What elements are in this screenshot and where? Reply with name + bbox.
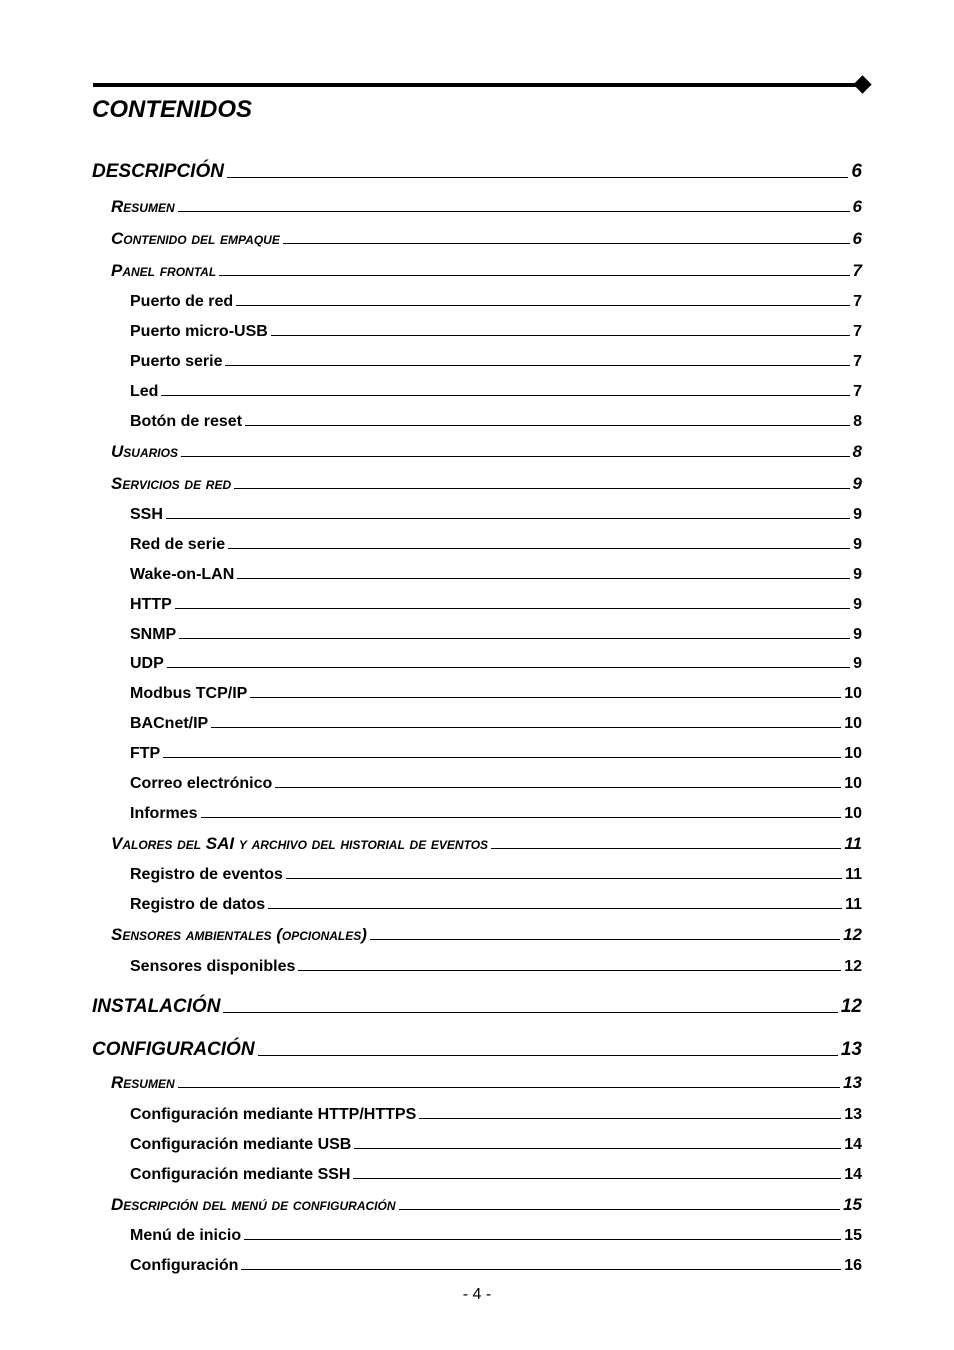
toc-entry[interactable] xyxy=(130,679,862,703)
toc-entry[interactable] xyxy=(92,994,862,1018)
toc-leader-line xyxy=(225,365,850,366)
toc-entry-page: 9 xyxy=(853,566,862,583)
toc-leader-line xyxy=(241,1269,841,1270)
toc-entry[interactable] xyxy=(111,225,862,249)
toc-leader-line xyxy=(167,667,850,668)
toc-leader-line xyxy=(179,638,850,639)
toc-leader-line xyxy=(161,395,850,396)
toc-leader-line xyxy=(268,908,842,909)
toc-entry[interactable] xyxy=(130,1100,862,1124)
toc-entry-label: HTTP xyxy=(130,596,172,613)
toc-entry-page: 15 xyxy=(843,1195,862,1214)
toc-leader-line xyxy=(250,697,841,698)
toc-leader-line xyxy=(223,1012,837,1013)
toc-entry-label: Modbus TCP/IP xyxy=(130,685,248,702)
toc-entry-page: 6 xyxy=(852,197,862,216)
toc-entry-page: 6 xyxy=(852,229,862,248)
toc-entry-page: 11 xyxy=(844,834,862,853)
toc-leader-line xyxy=(298,970,841,971)
toc-entry-label: DESCRIPCIÓN xyxy=(92,161,224,182)
toc-entry-page: 9 xyxy=(853,655,862,672)
toc-entry-page: 10 xyxy=(844,745,862,762)
toc-entry-page: 6 xyxy=(851,161,862,182)
toc-entry[interactable] xyxy=(130,952,862,976)
toc-entry-page: 7 xyxy=(853,383,862,400)
toc-leader-line xyxy=(286,878,842,879)
toc-entry-label: SSH xyxy=(130,506,163,523)
toc-entry[interactable] xyxy=(130,500,862,524)
toc-entry-label: Servicios de red xyxy=(111,474,232,493)
toc-leader-line xyxy=(228,548,850,549)
toc-entry-page: 9 xyxy=(853,536,862,553)
toc-entry-page: 11 xyxy=(845,866,862,883)
toc-entry[interactable] xyxy=(92,1037,862,1061)
toc-entry[interactable] xyxy=(130,317,862,341)
toc-entry-page: 13 xyxy=(840,1039,862,1060)
toc-leader-line xyxy=(236,305,850,306)
toc-entry[interactable] xyxy=(130,769,862,793)
toc-entry-page: 7 xyxy=(853,293,862,310)
toc-leader-line xyxy=(399,1209,841,1210)
toc-leader-line xyxy=(234,488,849,489)
toc-entry[interactable] xyxy=(111,438,862,462)
toc-entry-page: 9 xyxy=(853,596,862,613)
toc-entry[interactable] xyxy=(130,287,862,311)
toc-leader-line xyxy=(271,335,850,336)
toc-entry-label: Correo electrónico xyxy=(130,775,273,792)
toc-entry[interactable] xyxy=(130,1130,862,1154)
toc-leader-line xyxy=(201,817,842,818)
toc-entry-page: 10 xyxy=(844,775,862,792)
page-title: CONTENIDOS xyxy=(92,96,253,123)
toc-entry-label: Registro de eventos xyxy=(130,866,283,883)
toc-entry-page: 10 xyxy=(844,685,862,702)
toc-entry[interactable] xyxy=(130,860,862,884)
toc-entry-label: Descripción del menú de configuración xyxy=(111,1195,396,1214)
toc-entry[interactable] xyxy=(130,890,862,914)
toc-entry-page: 10 xyxy=(844,715,862,732)
toc-entry-label: Led xyxy=(130,383,159,400)
toc-entry-page: 13 xyxy=(844,1106,862,1123)
toc-entry[interactable] xyxy=(130,1251,862,1275)
toc-entry[interactable] xyxy=(111,830,862,854)
toc-entry-label: Configuración mediante USB xyxy=(130,1136,352,1153)
toc-entry[interactable] xyxy=(130,347,862,371)
toc-leader-line xyxy=(275,787,841,788)
toc-entry[interactable] xyxy=(130,530,862,554)
toc-entry[interactable] xyxy=(130,709,862,733)
toc-leader-line xyxy=(419,1118,841,1119)
toc-entry[interactable] xyxy=(130,1221,862,1245)
toc-leader-line xyxy=(175,608,850,609)
toc-entry-page: 14 xyxy=(844,1166,862,1183)
toc-leader-line xyxy=(178,211,850,212)
toc-leader-line xyxy=(244,1239,841,1240)
toc-entry[interactable] xyxy=(130,799,862,823)
toc-entry[interactable] xyxy=(130,407,862,431)
toc-entry-page: 7 xyxy=(852,261,862,280)
toc-entry[interactable] xyxy=(130,649,862,673)
toc-leader-line xyxy=(181,456,850,457)
toc-entry-page: 7 xyxy=(853,323,862,340)
toc-entry-page: 9 xyxy=(853,626,862,643)
toc-entry-page: 12 xyxy=(843,925,862,944)
toc-entry-page: 9 xyxy=(853,506,862,523)
toc-leader-line xyxy=(166,518,850,519)
toc-leader-line xyxy=(211,727,841,728)
toc-leader-line xyxy=(258,1055,838,1056)
toc-entry-label: Sensores ambientales (opcionales) xyxy=(111,925,367,944)
toc-entry-label: Informes xyxy=(130,805,198,822)
toc-leader-line xyxy=(491,848,841,849)
toc-entry-page: 9 xyxy=(852,474,862,493)
toc-entry-label: Configuración xyxy=(130,1257,239,1274)
toc-entry[interactable] xyxy=(92,159,862,183)
toc-entry[interactable] xyxy=(111,470,862,494)
toc-entry-page: 16 xyxy=(844,1257,862,1274)
toc-entry-label: Usuarios xyxy=(111,442,178,461)
toc-leader-line xyxy=(219,275,849,276)
toc-entry[interactable] xyxy=(111,921,862,945)
toc-entry[interactable] xyxy=(130,739,862,763)
toc-entry-label: FTP xyxy=(130,745,161,762)
toc-entry-label: Resumen xyxy=(111,1073,175,1092)
toc-entry-label: Menú de inicio xyxy=(130,1227,242,1244)
toc-entry-label: Puerto micro-USB xyxy=(130,323,268,340)
toc-entry[interactable] xyxy=(130,377,862,401)
toc-entry-label: UDP xyxy=(130,655,164,672)
toc-entry-page: 8 xyxy=(853,413,862,430)
toc-entry-label: Resumen xyxy=(111,197,175,216)
toc-leader-line xyxy=(178,1087,840,1088)
toc-entry-label: Valores del SAI y archivo del historial de eventos xyxy=(111,834,489,853)
toc-entry-page: 15 xyxy=(844,1227,862,1244)
toc-leader-line xyxy=(354,1148,841,1149)
toc-entry-label: BACnet/IP xyxy=(130,715,209,732)
toc-entry-label: Puerto de red xyxy=(130,293,234,310)
toc-entry-label: Wake-on-LAN xyxy=(130,566,235,583)
toc-entry-label: Configuración mediante SSH xyxy=(130,1166,351,1183)
toc-entry[interactable] xyxy=(111,193,862,217)
header-rule xyxy=(93,83,863,87)
toc-entry-page: 12 xyxy=(844,958,862,975)
toc-entry-label: Red de serie xyxy=(130,536,226,553)
toc-entry-label: Sensores disponibles xyxy=(130,958,296,975)
toc-leader-line xyxy=(237,578,850,579)
toc-entry-label: Registro de datos xyxy=(130,896,266,913)
toc-entry-label: CONFIGURACIÓN xyxy=(92,1039,255,1060)
toc-entry-label: Configuración mediante HTTP/HTTPS xyxy=(130,1106,417,1123)
toc-entry[interactable] xyxy=(130,560,862,584)
toc-entry[interactable] xyxy=(130,620,862,644)
toc-entry-label: SNMP xyxy=(130,626,177,643)
toc-entry-label: Panel frontal xyxy=(111,261,217,280)
toc-entry-page: 14 xyxy=(844,1136,862,1153)
toc-entry-page: 7 xyxy=(853,353,862,370)
toc-entry-page: 8 xyxy=(852,442,862,461)
toc-leader-line xyxy=(283,243,850,244)
toc-leader-line xyxy=(163,757,841,758)
toc-entry[interactable] xyxy=(130,590,862,614)
toc-entry-page: 10 xyxy=(844,805,862,822)
toc-leader-line xyxy=(370,939,840,940)
toc-entry[interactable] xyxy=(130,1160,862,1184)
toc-entry-page: 11 xyxy=(845,896,862,913)
toc-entry-label: Contenido del empaque xyxy=(111,229,280,248)
toc-leader-line xyxy=(227,177,848,178)
toc-entry-label: Puerto serie xyxy=(130,353,223,370)
toc-entry-label: Botón de reset xyxy=(130,413,243,430)
toc-entry[interactable] xyxy=(111,1191,862,1215)
toc-leader-line xyxy=(245,425,850,426)
toc-entry[interactable] xyxy=(111,257,862,281)
toc-entry-label: INSTALACIÓN xyxy=(92,996,221,1017)
toc-leader-line xyxy=(353,1178,841,1179)
page-number-footer: - 4 - xyxy=(462,1286,492,1303)
toc-entry[interactable] xyxy=(111,1069,862,1093)
toc-entry-page: 13 xyxy=(843,1073,862,1092)
diamond-ornament-icon xyxy=(853,75,871,93)
toc-entry-page: 12 xyxy=(840,996,862,1017)
